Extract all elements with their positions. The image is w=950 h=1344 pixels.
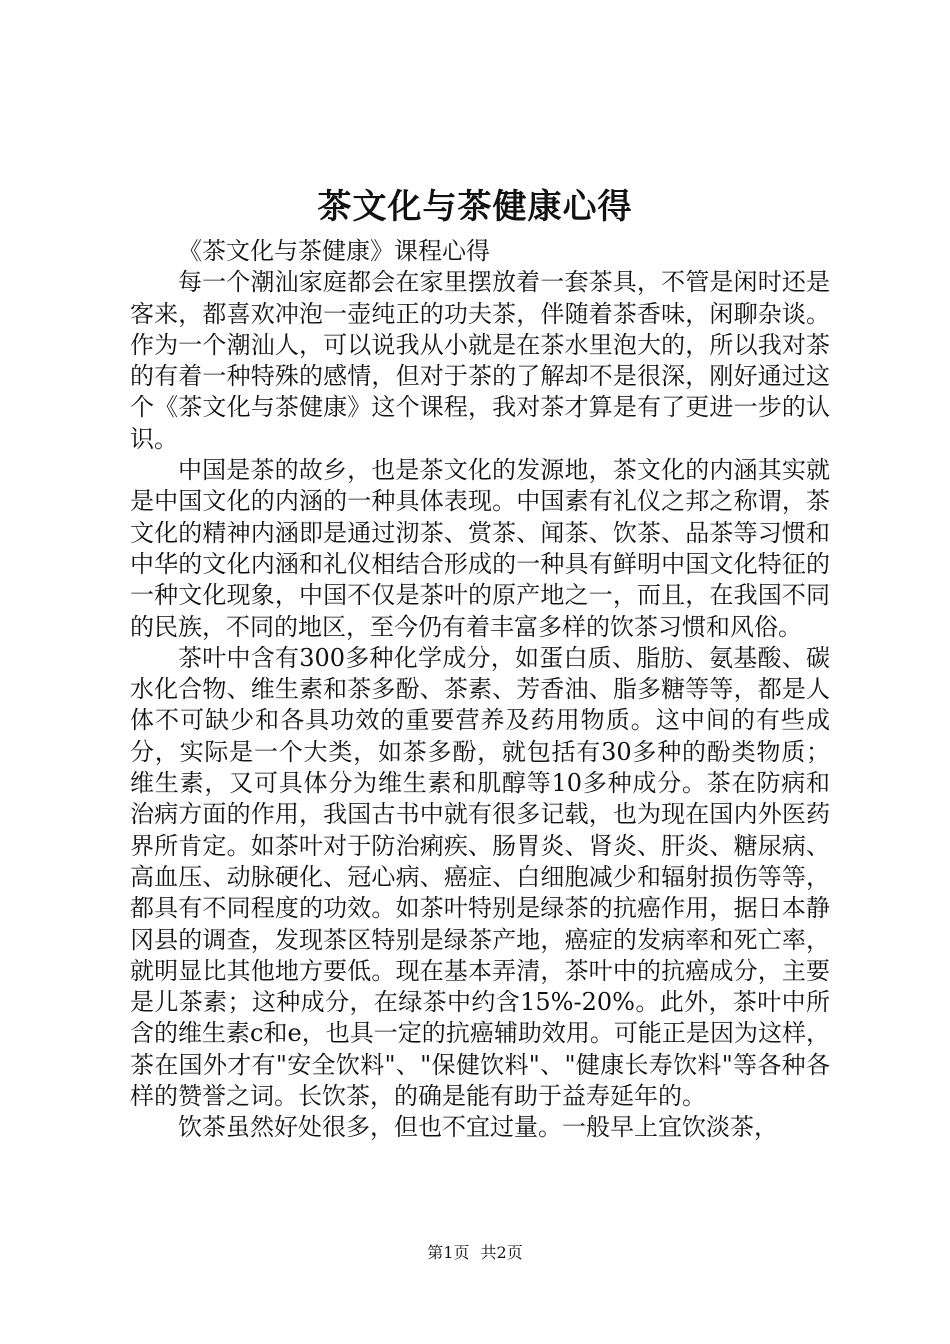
paragraph: 茶叶中含有300多种化学成分，如蛋白质、脂肪、氨基酸、碳水化合物、维生素和茶多酚、茶素、芳香油、脂多糖等等，都是人体不可缺少和各具功效的重要营养及药用物质。这中间的有些成分，实际是一个大类，如茶多酚，就包括有30多种的酚类物质；维生素，又可具体分为维生素和肌醇等10多种成分。茶在防病和治病方面的作用，我国古书中就有很多记载，也为现在国内外医药界所肯定。如茶叶对于防治痢疾、肠胃炎、肾炎、肝炎、糖尿病、高血压、动脉硬化、冠心病、癌症、白细胞减少和辐射损伤等等，都具有不同程度的功效。如茶叶特别是绿茶的抗癌作用，据日本静冈县的调查，发现茶区特别是绿茶产地，癌症的发病率和死亡率，就明显比其他地方要低。现在基本弄清，茶叶中的抗癌成分，主要是儿茶素；这种成分，在绿茶中约含15%-20%。此外，茶叶中所含的维生素c和e，也具一定的抗癌辅助效用。可能正是因为这样，茶在国外才有"安全饮料"、"保健饮料"、"健康长寿饮料"等各种各样的赞誉之词。长饮茶，的确是能有助于益寿延年的。 [130,643,830,1111]
page-total: 共2页 [480,1243,523,1262]
paragraph: 饮茶虽然好处很多，但也不宜过量。一般早上宜饮淡茶， [178,1113,778,1142]
document-body [130,236,830,1144]
document-subtitle: 《茶文化与茶健康》课程心得 [178,237,490,265]
paragraph: 中国是茶的故乡，也是茶文化的发源地，茶文化的内涵其实就是中国文化的内涵的一种具体表现。中国素有礼仪之邦之称谓，茶文化的精神内涵即是通过沏茶、赏茶、闻茶、饮茶、品茶等习惯和中华的文化内涵和礼仪相结合形成的一种具有鲜明中国文化特征的一种文化现象，中国不仅是茶叶的原产地之一，而且，在我国不同的民族，不同的地区，至今仍有着丰富多样的饮茶习惯和风俗。 [130,456,830,641]
page-number: 第1页 [427,1243,470,1262]
page-title: 茶文化与茶健康心得 [317,187,633,227]
paragraph: 每一个潮汕家庭都会在家里摆放着一套茶具，不管是闲时还是客来，都喜欢冲泡一壶纯正的功夫茶，伴随着茶香味，闲聊杂谈。作为一个潮汕人，可以说我从小就是在茶水里泡大的，所以我对茶的有着一种特殊的感情，但对于茶的了解却不是很深，刚好通过这个《茶文化与茶健康》这个课程，我对茶才算是有了更进一步的认识。 [130,268,830,453]
page-footer [0,1242,950,1264]
